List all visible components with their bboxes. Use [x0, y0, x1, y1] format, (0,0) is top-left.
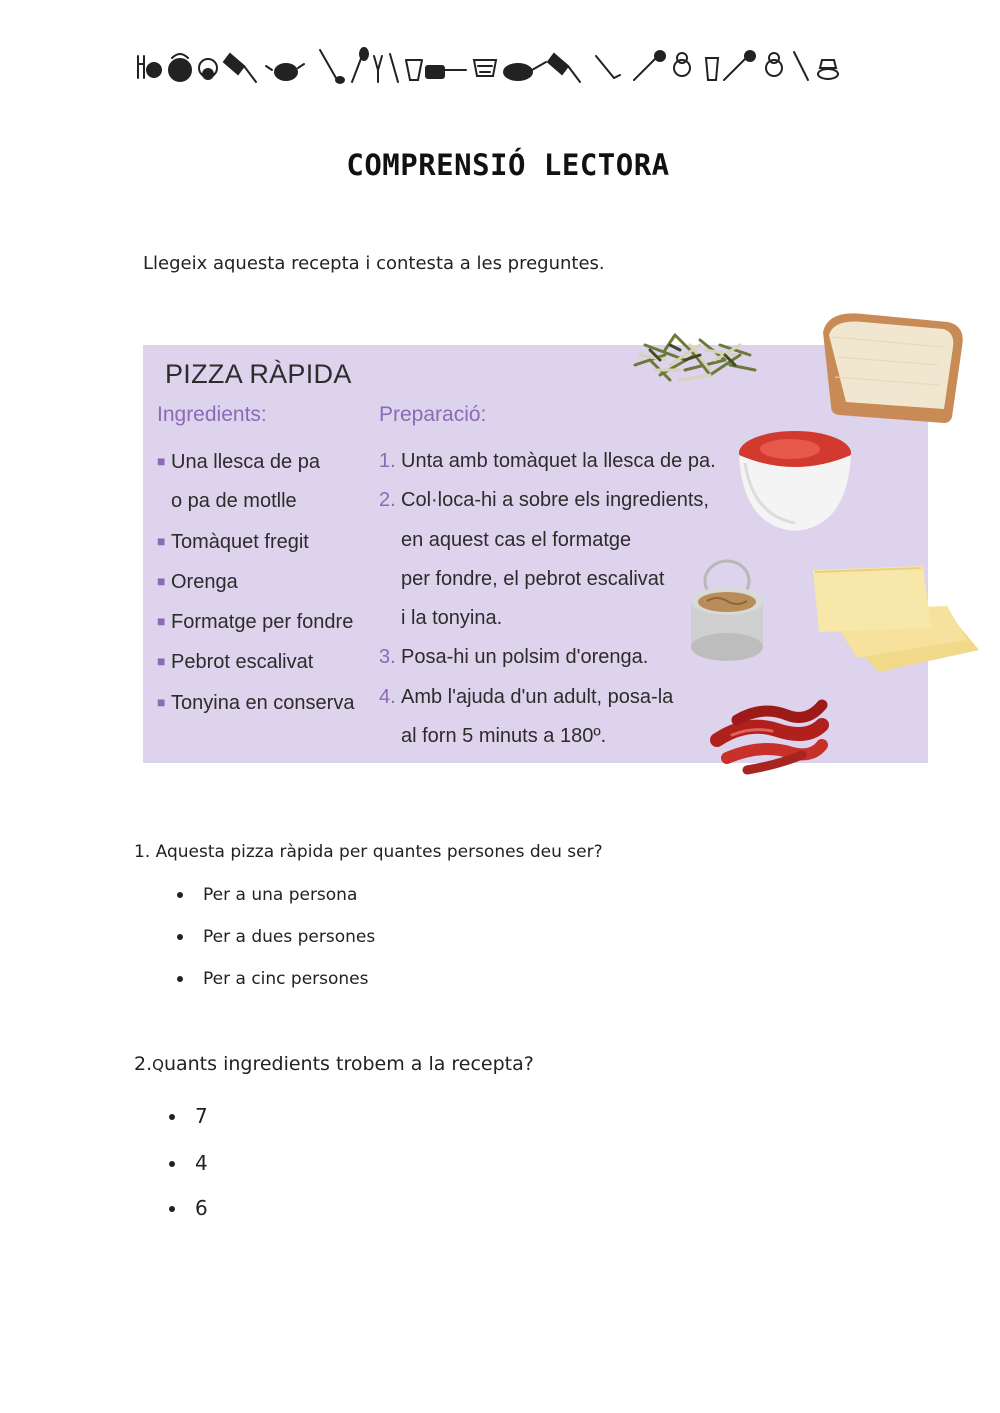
question-2: 2.Quants ingredients trobem a la recepta?	[134, 1053, 534, 1075]
preparation-steps	[379, 442, 719, 756]
question-2-text: uants ingredients trobem a la recepta?	[163, 1053, 534, 1075]
step-item: 1. Unta amb tomàquet la llesca de pa.	[379, 450, 716, 472]
tuna-can-image	[687, 557, 773, 665]
option-item[interactable]: 4	[165, 1149, 208, 1196]
step-item: i la tonyina.	[401, 607, 503, 630]
page-title: COMPRENSIÓ LECTORA	[346, 148, 670, 182]
kitchen-utensils-border-icon	[134, 46, 840, 86]
ingredient-item: ■ Una llesca de pa	[157, 442, 354, 482]
option-item[interactable]: Per a una persona	[173, 883, 375, 925]
roasted-pepper-image	[707, 690, 832, 780]
step-item: 2. Col·loca-hi a sobre els ingredients,	[379, 489, 709, 512]
oregano-image	[625, 315, 765, 395]
preparation-heading: Preparació:	[379, 403, 487, 426]
ingredient-item: ■ Formatge per fondre	[157, 602, 354, 642]
bullet-square-icon: ■	[157, 453, 166, 469]
bullet-square-icon: ■	[157, 653, 166, 670]
question-1-options	[173, 883, 375, 1009]
question-1: 1. Aquesta pizza ràpida per quantes persones deu ser?	[134, 842, 603, 862]
ingredient-item: ■ Tomàquet fregit	[157, 522, 354, 562]
question-1-text: Aquesta pizza ràpida per quantes persones deu ser?	[155, 842, 603, 862]
option-item[interactable]: Per a cinc persones	[173, 967, 375, 1009]
option-item[interactable]: Per a dues persones	[173, 925, 375, 967]
ingredient-item: ■ Tonyina en conserva	[157, 683, 354, 723]
ingredient-item: o pa de motlle	[171, 490, 297, 513]
bread-slice-image	[803, 307, 968, 425]
step-item: 3. Posa-hi un polsim d'orenga.	[379, 646, 649, 669]
step-item: 4. Amb l'ajuda d'un adult, posa-la	[379, 685, 674, 708]
step-item: per fondre, el pebrot escalivat	[401, 567, 665, 590]
option-item[interactable]: 6	[165, 1194, 208, 1241]
recipe-image	[135, 305, 985, 800]
instructions-text: Llegeix aquesta recepta i contesta a les preguntes.	[143, 253, 605, 274]
ingredient-item: ■ Orenga	[157, 562, 354, 602]
ingredient-item: ■ Pebrot escalivat	[157, 642, 354, 682]
bullet-square-icon: ■	[157, 613, 166, 630]
question-2-options	[165, 1102, 208, 1241]
ingredients-heading: Ingredients:	[157, 403, 267, 426]
bullet-square-icon: ■	[157, 532, 166, 549]
bullet-square-icon: ■	[157, 572, 166, 589]
bullet-square-icon: ■	[157, 693, 166, 710]
option-item[interactable]: 7	[165, 1102, 208, 1149]
cheese-slices-image	[805, 560, 985, 675]
tomato-bowl-image	[735, 423, 855, 535]
step-item: en aquest cas el formatge	[401, 528, 632, 551]
recipe-title: PIZZA RÀPIDA	[165, 359, 352, 389]
step-item: al forn 5 minuts a 180º.	[401, 725, 607, 748]
ingredients-list	[157, 442, 354, 723]
